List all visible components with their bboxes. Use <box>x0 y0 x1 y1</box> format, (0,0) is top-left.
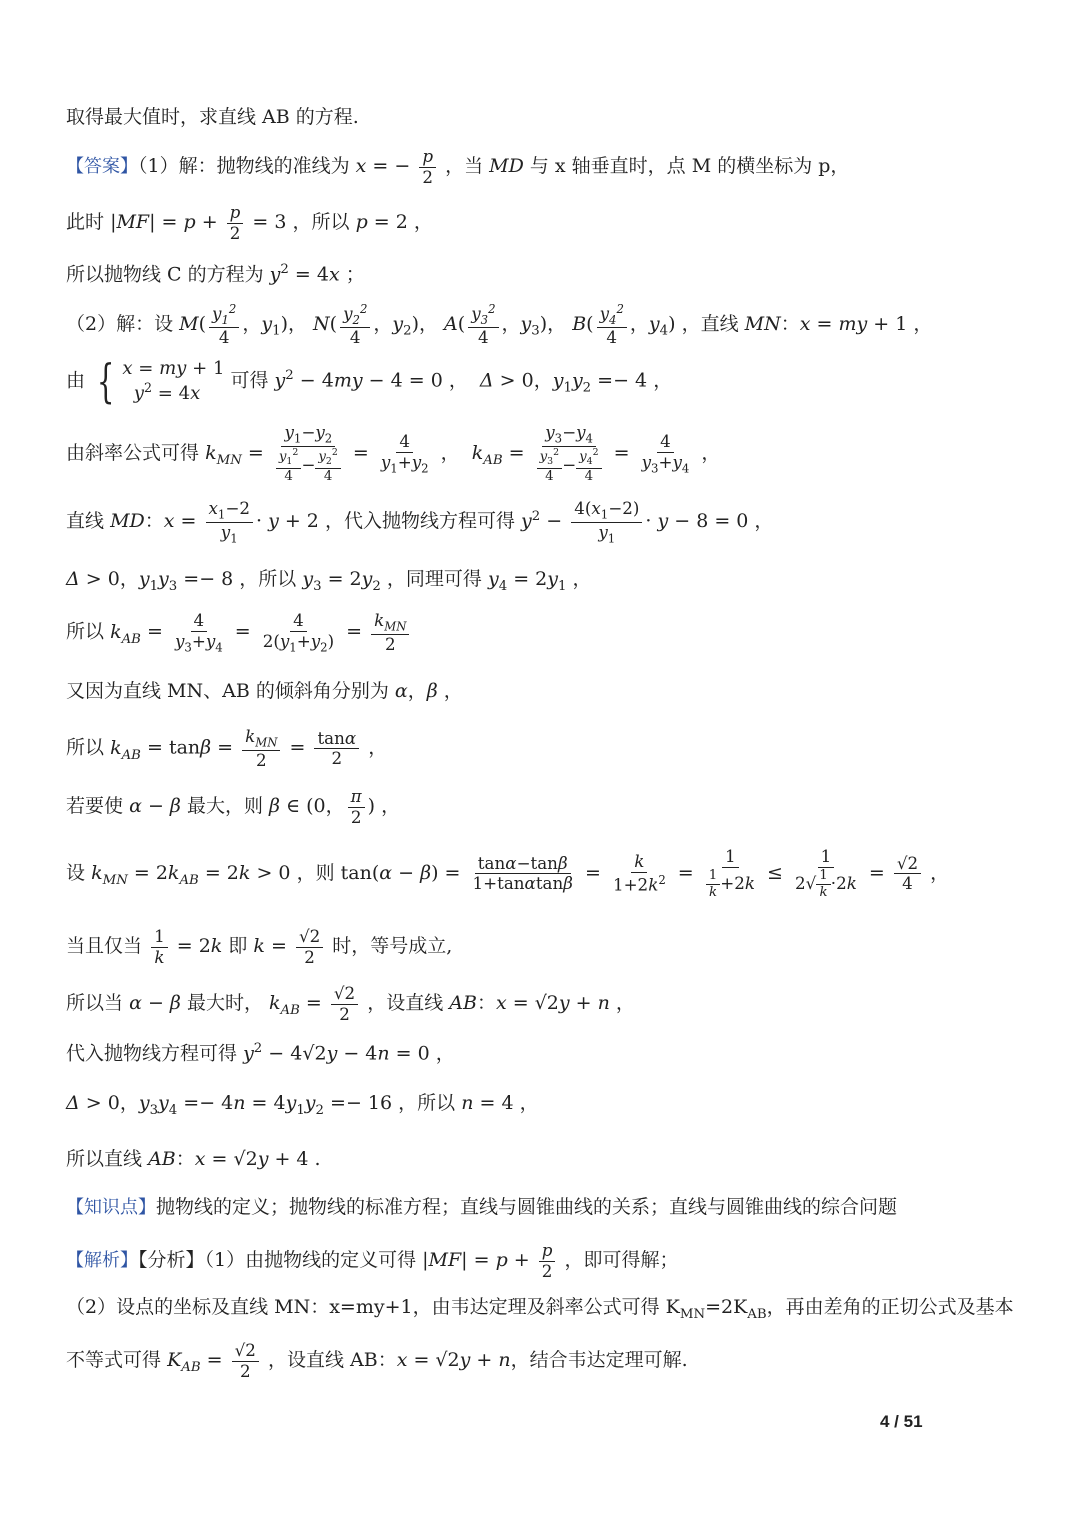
question-tail: 取得最大值时，求直线 AB 的方程. <box>66 106 359 128</box>
answer-line-5: 由 { x = my + 1 $y^2 = 4x$ 可得 $y^2 - 4my - 4 = 0$ ， Δ > 0，$y_1y_2 =- 4$ ， <box>66 354 673 409</box>
answer-line-3: 所以抛物线 C 的方程为 $y^2 = 4x$ ； <box>66 262 365 286</box>
knowledge-line: 【知识点】抛物线的定义；抛物线的标准方程；直线与圆锥曲线的关系；直线与圆锥曲线的综合问题 <box>66 1196 898 1218</box>
page-number: 4 / 51 <box>880 1412 923 1431</box>
answer-line-4: （2）解：设 M( $\frac{y_1^2}{4}$ ，$y_1$)， N( $\frac{y_2^2}{4}$ ，$y_2$)， A( $\frac{y_3^2}{4}$ ，$y_3$)， B( $\frac{y_4^2}{4}$ ，$y_4$) ，直线 MN：x = my + 1 ， <box>66 302 933 348</box>
answer-line-10: 又因为直线 MN、AB 的倾斜角分别为 α，β ， <box>66 680 463 702</box>
answer-line-14: 当且仅当 $\frac{1}{k}$ = 2k 即 k = $\frac{√2}{2}$ 时，等号成立, <box>66 926 453 967</box>
answer-line-9: 所以 $k_{AB}$ = $\frac{4}{y_3+y_4}$ = $\frac{4}{2(y_1+y_2)}$ = $\frac{k_{MN}}{2}$ <box>66 612 412 653</box>
analysis-line-1: 【解析】【分析】（1）由抛物线的定义可得 |MF| = p + $\frac{p}{2}$ ，即可得解； <box>66 1240 679 1281</box>
answer-line-7: 直线 MD：x = $\frac{x_1-2}{y_1}$ · y + 2 ，代入抛物线方程可得 $y^2$ − $\frac{4(x_1-2)}{y_1}$ · y − 8 = 0 ， <box>66 498 774 545</box>
analysis-line-2: （2）设点的坐标及直线 MN：x=my+1，由韦达定理及斜率公式可得 $K_{MN}=2K_{AB}$，再由差角的正切公式及基本 <box>66 1296 1014 1322</box>
analysis-line-3: 不等式可得 $K_{AB}$ = $\frac{√2}{2}$ ，设直线 AB：x = √2y + n，结合韦达定理可解. <box>66 1340 688 1381</box>
answer-line-16: 代入抛物线方程可得 $y^2 - 4√2y - 4n = 0$ ， <box>66 1041 455 1065</box>
answer-line-2: 此时 |MF| = p + $\frac{p}{2}$ = 3 ，所以 p = 2 ， <box>66 202 433 243</box>
answer-line-17: Δ > 0，$y_3y_4 =- 4n = 4y_1y_2 =- 16$ ，所以 n = 4 ， <box>66 1092 539 1118</box>
answer-line-8: Δ > 0，$y_1y_3 =- 8$ ，所以 $y_3 = 2y_2$ ，同理可得 $y_4 = 2y_1$ ， <box>66 568 592 594</box>
answer-line-15: 所以当 α − β 最大时， $k_{AB}$ = $\frac{√2}{2}$ ，设直线 AB：x = √2y + n ， <box>66 983 635 1024</box>
answer-line-6: 由斜率公式可得 $k_{MN}$ = $y_1-y_2$ $\frac{y_1^2}{4}$ − $\frac{y_2^2}{4}$ = $\frac{4}{y_1+y_2}$ ， $k_{AB}$ = $y_3-y_4$ $\frac{y_3^2}{4}$ − $\frac{y_4^2}{4}$ = $\frac{4}{y_3+y_4}$ ， <box>66 422 721 484</box>
answer-tag: 【答案】 <box>66 156 138 178</box>
knowledge-tag: 【知识点】 <box>66 1197 156 1218</box>
analysis-tag: 【解析】 <box>66 1250 138 1272</box>
answer-line-13: 设 $k_{MN} = 2k_{AB} = 2k > 0$ ，则 tan(α − β) = $\frac{\tan\alpha-\tan\beta}{1+\tan\alpha\tan\beta}$ = $\frac{k}{1+2k^2}$ = 1 $\frac{1}{k}$ +2k ≤ 1 2√ $\frac{1}{k}$ ·2k = $\frac{√2}{4}$ ， <box>66 846 950 900</box>
answer-line-11: 所以 $k_{AB} = \tan\beta$ = $\frac{k_{MN}}{2}$ = $\frac{\tan\alpha}{2}$ ， <box>66 726 388 770</box>
answer-line-12: 若要使 α − β 最大，则 β ∈ (0， $\frac{\pi}{2}$ ) ， <box>66 786 401 827</box>
answer-line-1: 【答案】（1）解：抛物线的准线为 x = − $\frac{p}{2}$ ，当 MD 与 x 轴垂直时，点 M 的横坐标为 p， <box>66 146 850 187</box>
answer-line-18: 所以直线 AB：x = √2y + 4 . <box>66 1148 321 1170</box>
